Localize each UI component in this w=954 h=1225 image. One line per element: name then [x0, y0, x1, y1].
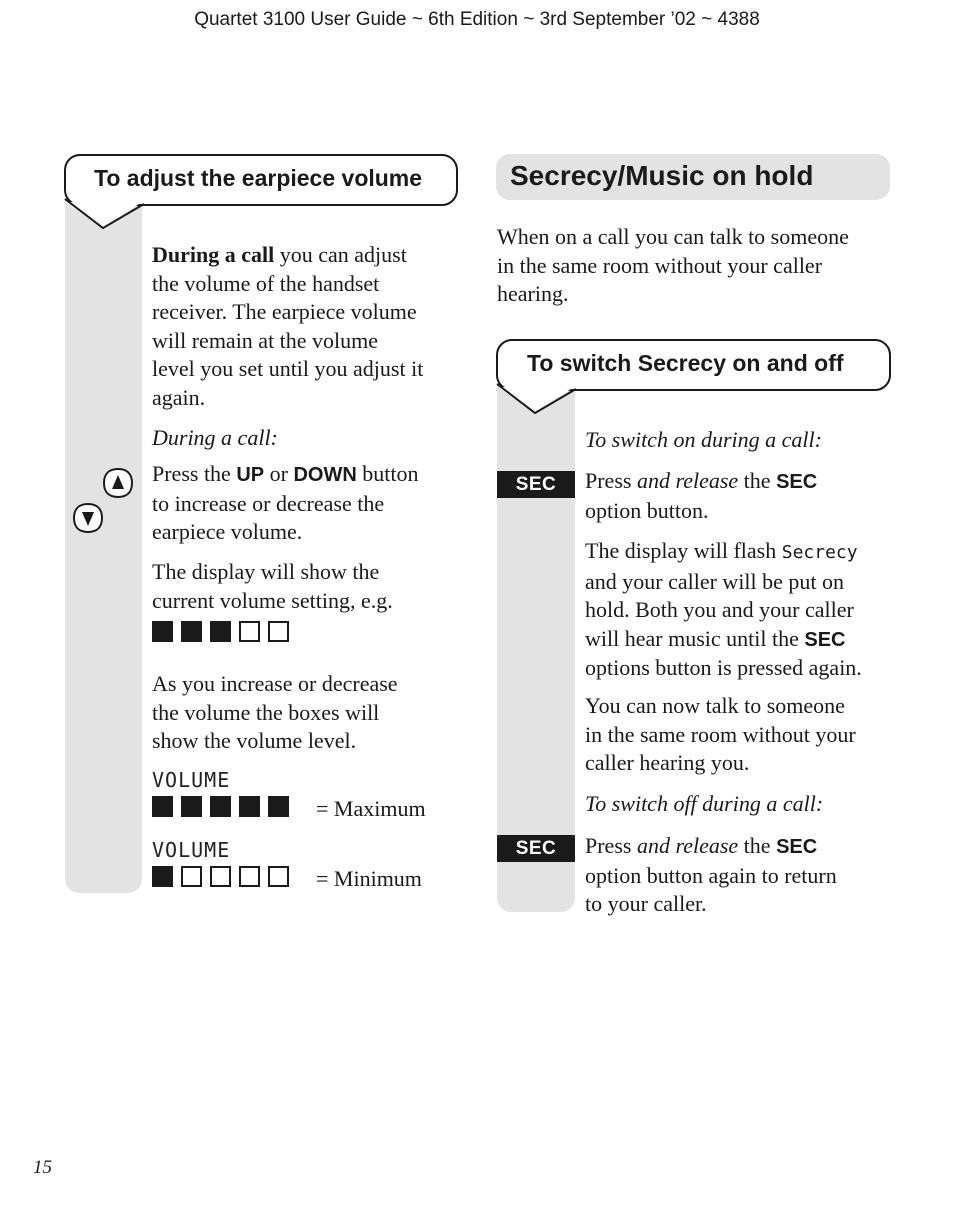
flash-text: will hear music until the	[585, 625, 805, 651]
intro-line: will remain at the volume	[152, 327, 379, 353]
change-line: As you increase or decrease	[152, 671, 398, 696]
volume-box-empty	[239, 621, 260, 642]
secrecy-intro-line: When on a call you can talk to someone	[497, 224, 849, 249]
intro-line: receiver. The earpiece volume	[152, 299, 417, 324]
press-sec-off-paragraph	[585, 832, 900, 919]
switch-off-label: To switch off during a call:	[585, 791, 824, 816]
volume-example-boxes	[152, 621, 289, 642]
during-a-call-bold: During a call	[152, 242, 275, 267]
volume-box-filled	[181, 621, 202, 642]
volume-box-filled	[210, 796, 231, 817]
press-line: to your caller.	[585, 891, 707, 916]
volume-box-filled	[268, 796, 289, 817]
change-paragraph	[152, 670, 462, 756]
during-call-label: During a call:	[152, 425, 278, 450]
intro-line: again.	[152, 384, 206, 410]
heading-text: To switch Secrecy on and off	[527, 350, 844, 376]
page-number: 15	[33, 1157, 52, 1178]
lcd-secrecy-text: Secrecy	[781, 542, 858, 563]
volume-box-filled	[152, 796, 173, 817]
display-paragraph	[152, 558, 462, 615]
sec-key-label: SEC	[497, 471, 575, 498]
talk-line: You can now talk to someone	[585, 693, 845, 718]
volume-box-filled	[181, 796, 202, 817]
change-line: show the volume level.	[152, 728, 357, 753]
minimum-label: = Minimum	[316, 866, 422, 891]
volume-box-empty	[239, 866, 260, 887]
flash-text: The display will flash	[585, 538, 782, 563]
volume-max-boxes	[152, 796, 289, 817]
down-arrow-icon	[71, 503, 105, 533]
the-text: the	[738, 468, 777, 493]
press-line: option button again to return	[585, 862, 837, 888]
press-text: Press	[585, 468, 637, 493]
press-line: earpiece volume.	[152, 519, 303, 544]
secrecy-intro-paragraph	[497, 223, 897, 309]
volume-box-filled	[239, 796, 260, 817]
heading-pointer	[64, 198, 146, 232]
lcd-volume-label-min: VOLUME	[152, 838, 231, 862]
intro-line: level you set until you adjust it	[152, 356, 424, 381]
volume-box-filled	[210, 621, 231, 642]
secrecy-intro-line: in the same room without your caller	[497, 252, 823, 278]
secrecy-intro-line: hearing.	[497, 281, 569, 306]
switch-on-label: To switch on during a call:	[585, 427, 822, 452]
button-text: button	[356, 461, 419, 486]
up-arrow-icon	[101, 468, 135, 498]
volume-box-filled	[152, 866, 173, 887]
flash-paragraph	[585, 537, 905, 683]
press-up-down-paragraph	[152, 460, 467, 547]
intro-line: the volume of the handset	[152, 270, 380, 296]
volume-box-empty	[181, 866, 202, 887]
display-line: The display will show the	[152, 559, 380, 584]
intro-text: you can adjust	[274, 242, 407, 267]
sec-keyword: SEC	[776, 471, 818, 493]
display-line: current volume setting, e.g.	[152, 587, 393, 613]
sec-key-label: SEC	[497, 835, 575, 862]
flash-line: and your caller will be put on	[585, 568, 845, 594]
talk-line: caller hearing you.	[585, 750, 750, 775]
section-title: Secrecy/Music on hold	[510, 160, 814, 191]
press-line: to increase or decrease the	[152, 490, 385, 516]
left-margin-strip	[65, 195, 142, 893]
intro-paragraph	[152, 241, 462, 412]
heading-pointer	[496, 383, 578, 417]
lcd-volume-label-max: VOLUME	[152, 768, 231, 792]
volume-box-empty	[210, 866, 231, 887]
volume-box-empty	[268, 866, 289, 887]
maximum-label: = Maximum	[316, 796, 426, 821]
press-sec-paragraph	[585, 467, 900, 525]
flash-line: options button is pressed again.	[585, 655, 862, 680]
and-release-text: and release	[636, 833, 739, 858]
or-text: or	[264, 461, 294, 486]
volume-box-empty	[268, 621, 289, 642]
up-key-label: UP	[236, 464, 265, 486]
talk-paragraph	[585, 692, 905, 778]
heading-text: To adjust the earpiece volume	[94, 165, 423, 191]
volume-box-filled	[152, 621, 173, 642]
volume-min-boxes	[152, 866, 289, 887]
press-text: Press	[585, 833, 637, 858]
down-key-label: DOWN	[293, 464, 357, 486]
talk-line: in the same room without your	[585, 721, 856, 747]
press-text: Press the	[152, 461, 237, 486]
document-header: Quartet 3100 User Guide ~ 6th Edition ~ 3rd September ’02 ~ 4388	[194, 9, 760, 30]
press-line: option button.	[585, 497, 709, 523]
section-title-bar	[496, 154, 890, 200]
flash-line: hold. Both you and your caller	[585, 597, 854, 622]
sec-keyword: SEC	[804, 628, 846, 651]
change-line: the volume the boxes will	[152, 699, 380, 725]
the-text: the	[738, 833, 777, 858]
and-release-text: and release	[636, 468, 739, 493]
right-margin-strip	[497, 383, 575, 912]
sec-keyword: SEC	[776, 836, 818, 858]
